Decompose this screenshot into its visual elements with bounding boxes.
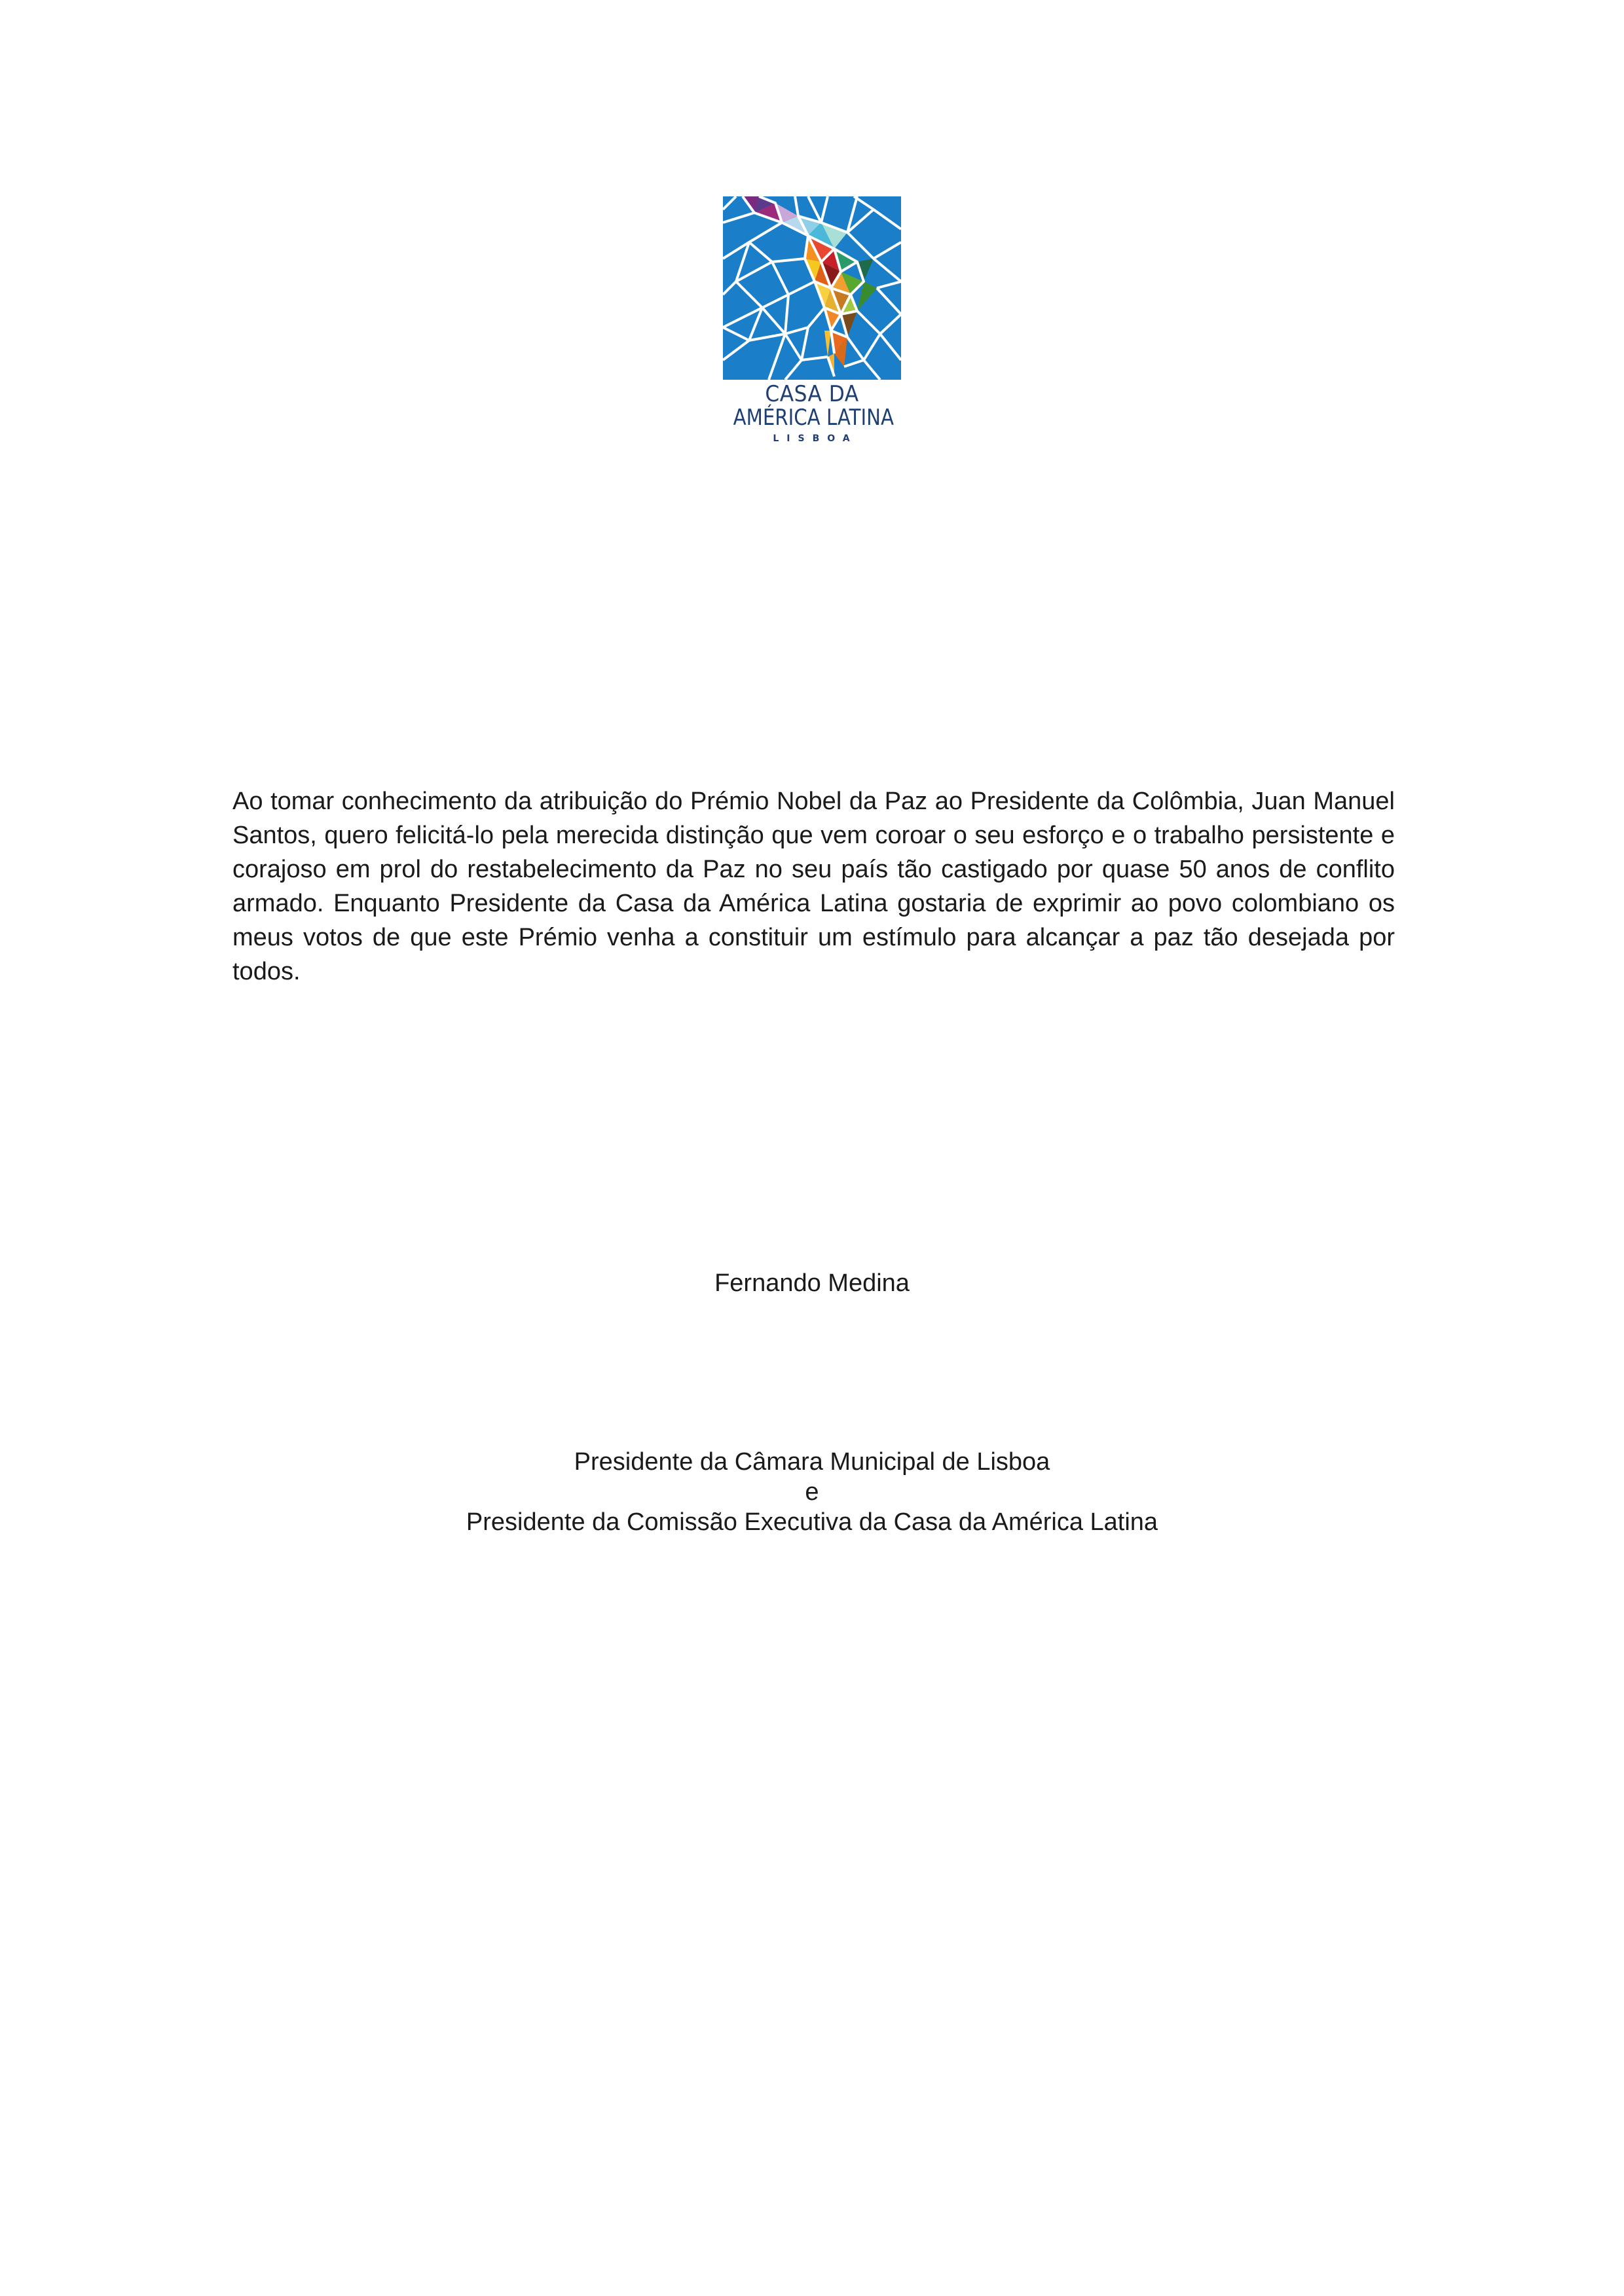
signer-role-line-1: Presidente da Câmara Municipal de Lisboa: [574, 1448, 1050, 1476]
logo-text-casa-da: CASA DA: [765, 381, 859, 407]
letter-body-paragraph: Ao tomar conhecimento da atribuição do Prémio Nobel da Paz ao Presidente da Colômbia, Juan Manuel Santos, quero felicitá-lo pela merecida distinção que vem coroar o seu esforço e o trabalho persistente e corajoso em prol do restabelecimento da Paz no seu país tão castigado por quase 50 anos de conflito armado. Enquanto Presidente da Casa da América Latina gostaria de exprimir ao povo colombiano os meus votos de que este Prémio venha a constituir um estímulo para alcançar a paz tão desejada por todos.: [232, 788, 1395, 985]
logo-text-america-latina: AMÉRICA LATINA: [733, 405, 895, 431]
casa-america-latina-logo: [720, 196, 904, 452]
signer-name: Fernando Medina: [714, 1269, 910, 1297]
logo-text-lisboa: LISBOA: [773, 433, 858, 444]
latin-america-mosaic-icon: [723, 196, 901, 380]
signer-role-line-2: Presidente da Comissão Executiva da Casa da América Latina: [466, 1508, 1158, 1536]
signer-role-connector: e: [805, 1478, 819, 1506]
signer-roles: [0, 1447, 1624, 1537]
